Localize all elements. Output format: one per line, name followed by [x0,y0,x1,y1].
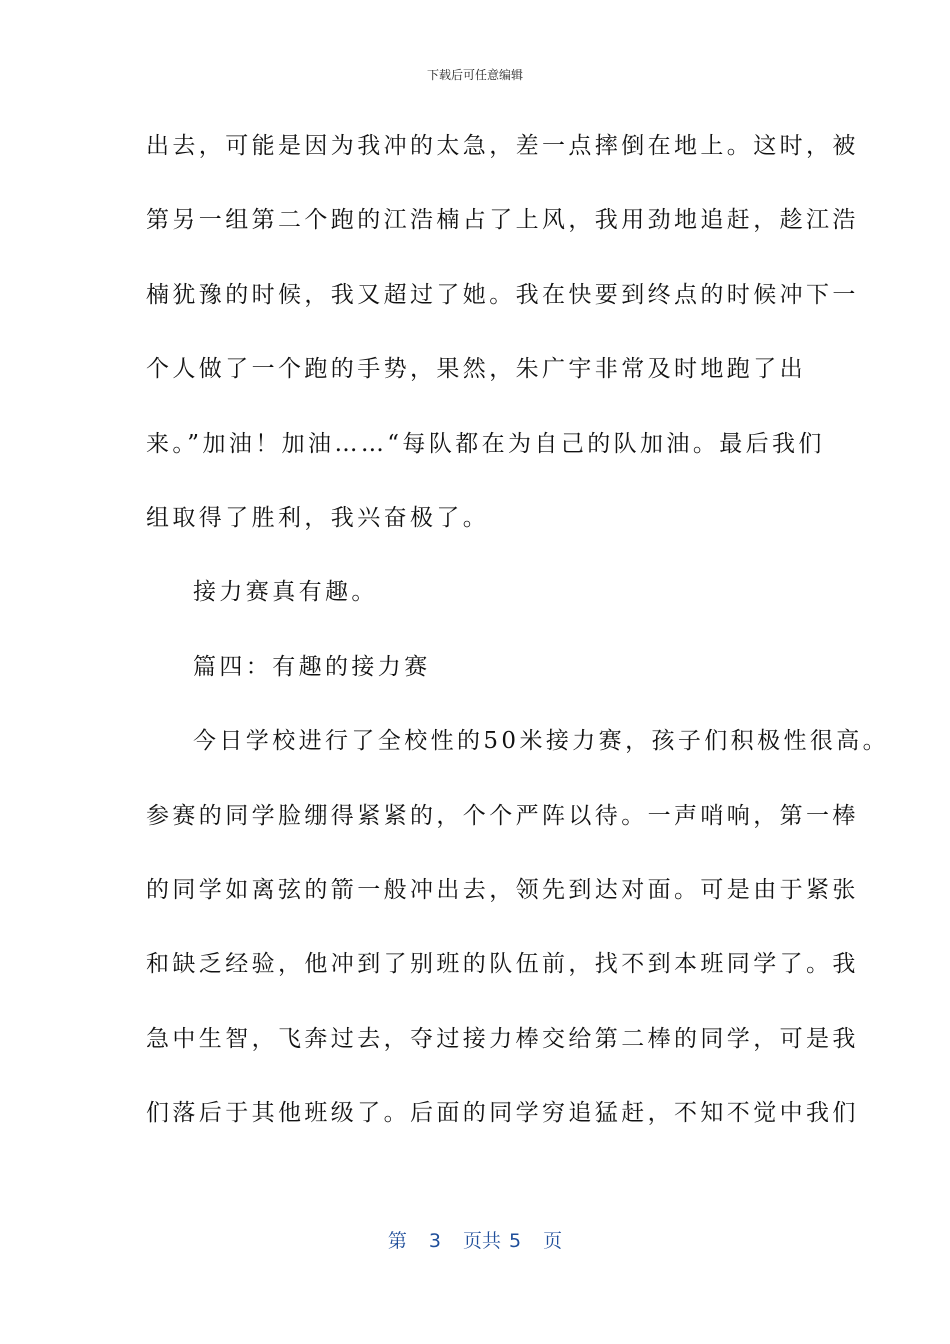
document-body [146,126,890,1167]
total-pages-number: 5 [509,1230,522,1252]
footer-middle: 页共 [462,1230,501,1252]
current-page-number: 3 [428,1230,441,1252]
text-line: 急中生智，飞奔过去，夺过接力棒交给第二棒的同学，可是我 [146,1025,859,1052]
text-line: 组取得了胜利，我兴奋极了。 [146,504,490,531]
text-line: 个人做了一个跑的手势，果然，朱广宇非常及时地跑了出 [146,356,806,383]
page-header: 下载后可任意编辑 [426,68,523,82]
page-footer [0,1226,950,1253]
footer-prefix: 第 [387,1230,407,1252]
paragraph-line: 今日学校进行了全校性的50米接力赛，孩子们积极性很高。 [193,728,890,755]
text-line: 们落后于其他班级了。后面的同学穷追猛赶，不知不觉中我们 [146,1100,859,1127]
text-line: 来。”加油！加油……“每队都在为自己的队加油。最后我们 [146,430,825,457]
footer-suffix: 页 [543,1230,563,1252]
text-line: 楠犹豫的时候，我又超过了她。我在快要到终点的时候冲下一 [146,281,859,308]
section-heading: 篇四：有趣的接力赛 [193,653,431,680]
text-line: 出去，可能是因为我冲的太急，差一点摔倒在地上。这时，被 [146,133,859,159]
text-line: 的同学如离弦的箭一般冲出去，领先到达对面。可是由于紧张 [146,876,859,903]
paragraph-line: 接力赛真有趣。 [193,579,378,606]
text-line: 参赛的同学脸绷得紧紧的，个个严阵以待。一声哨响，第一棒 [146,802,859,829]
text-line: 和缺乏经验，他冲到了别班的队伍前，找不到本班同学了。我 [146,951,859,978]
text-line: 第另一组第二个跑的江浩楠占了上风，我用劲地追赶，趁江浩 [146,207,859,234]
